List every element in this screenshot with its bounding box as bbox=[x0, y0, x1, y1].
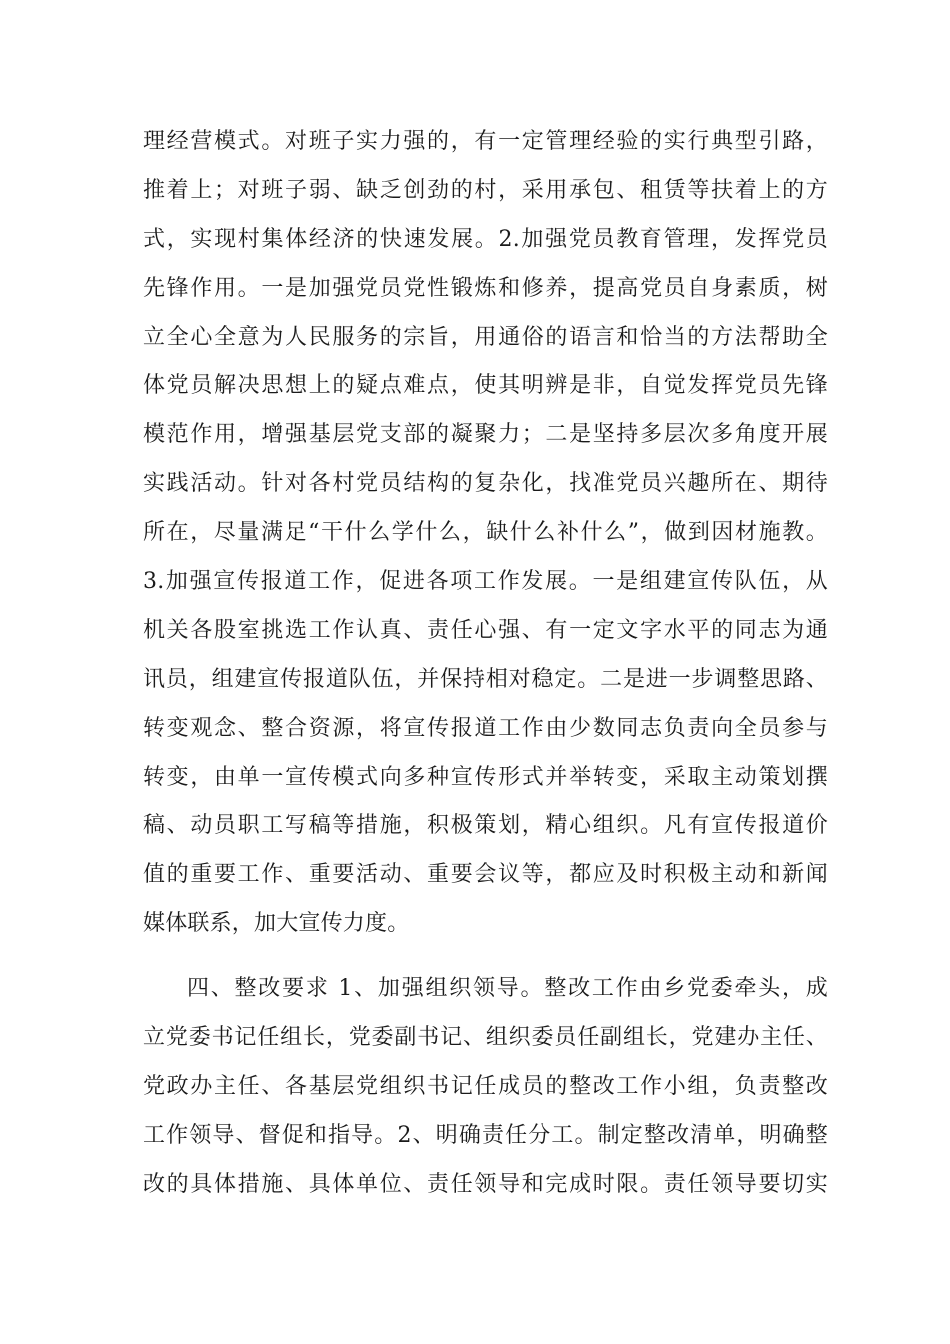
text-line: 稿、动员职工写稿等措施，积极策划，精心组织。凡有宣传报道价 bbox=[143, 813, 828, 839]
text-line: 讯员，组建宣传报道队伍，并保持相对稳定。二是进一步调整思路、 bbox=[143, 666, 828, 692]
text-line: 模范作用，增强基层党支部的凝聚力；二是坚持多层次多角度开展 bbox=[143, 422, 828, 448]
text-line: 理经营模式。对班子实力强的，有一定管理经验的实行典型引路， bbox=[143, 129, 828, 154]
text-line: 体党员解决思想上的疑点难点，使其明辨是非，自觉发挥党员先锋 bbox=[143, 373, 828, 399]
text-line: 实践活动。针对各村党员结构的复杂化，找准党员兴趣所在、期待 bbox=[143, 471, 828, 497]
text-line: 值的重要工作、重要活动、重要会议等，都应及时积极主动和新闻 bbox=[143, 862, 828, 888]
text-line: 党政办主任、各基层党组织书记任成员的整改工作小组，负责整改 bbox=[143, 1073, 828, 1099]
text-line: 3.加强宣传报道工作，促进各项工作发展。一是组建宣传队伍，从 bbox=[143, 569, 828, 595]
text-line: 四、整改要求 1、加强组织领导。整改工作由乡党委牵头，成 bbox=[187, 976, 828, 1002]
text-line: 转变观念、整合资源，将宣传报道工作由少数同志负责向全员参与 bbox=[143, 715, 828, 741]
text-line: 推着上；对班子弱、缺乏创劲的村，采用承包、租赁等扶着上的方 bbox=[143, 177, 828, 203]
text-line: 立党委书记任组长，党委副书记、组织委员任副组长，党建办主任、 bbox=[143, 1025, 828, 1051]
text-line: 转变，由单一宣传模式向多种宣传形式并举转变，采取主动策划撰 bbox=[143, 764, 828, 790]
document-body bbox=[143, 118, 828, 1210]
text-line: 媒体联系，加大宣传力度。 bbox=[143, 911, 410, 937]
paragraph-spacer bbox=[143, 949, 828, 965]
text-line: 立全心全意为人民服务的宗旨，用通俗的语言和恰当的方法帮助全 bbox=[143, 324, 828, 350]
paragraph-1 bbox=[143, 118, 828, 949]
text-line: 先锋作用。一是加强党员党性锻炼和修养，提高党员自身素质，树 bbox=[143, 275, 828, 301]
text-line: 工作领导、督促和指导。2、明确责任分工。制定整改清单，明确整 bbox=[143, 1122, 828, 1148]
text-line: 改的具体措施、具体单位、责任领导和完成时限。责任领导要切实 bbox=[143, 1171, 828, 1197]
paragraph-2 bbox=[143, 965, 828, 1209]
text-line: 所在，尽量满足“干什么学什么，缺什么补什么”，做到因材施教。 bbox=[143, 520, 828, 546]
text-line: 式，实现村集体经济的快速发展。2.加强党员教育管理，发挥党员 bbox=[143, 226, 828, 252]
text-line: 机关各股室挑选工作认真、责任心强、有一定文字水平的同志为通 bbox=[143, 617, 828, 643]
